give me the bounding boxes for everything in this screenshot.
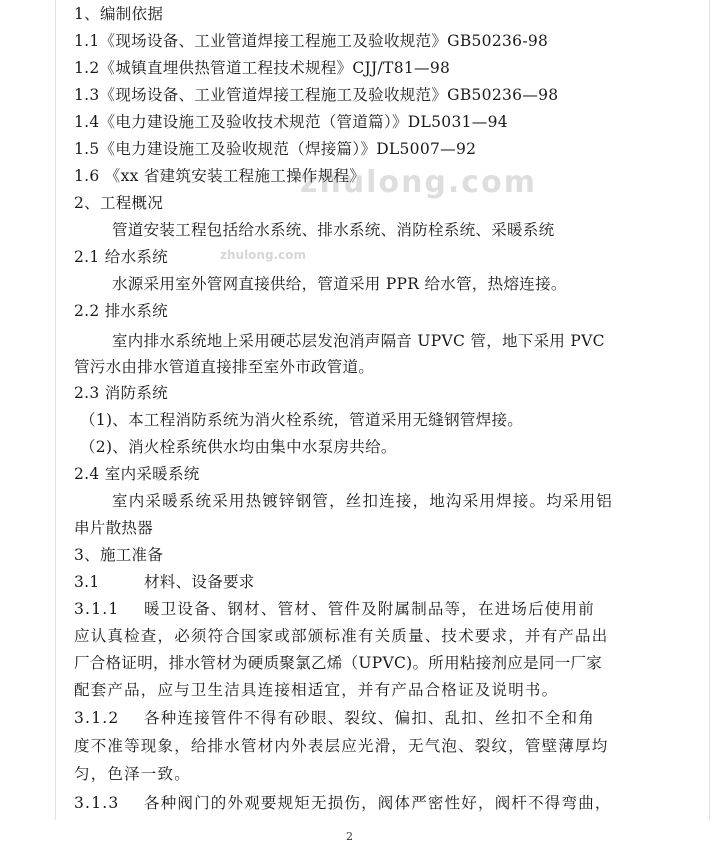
heading-3: 3、施工准备: [74, 546, 164, 564]
heading-3-1: [74, 572, 674, 592]
section-number-3-1-1: 3.1.1: [74, 600, 120, 618]
paragraph-3-1-1-text-1: 暖卫设备、钢材、管材、管件及附属制品等，在进场后使用前: [144, 600, 595, 618]
paragraph-3-1-1-line-4: 配套产品，应与卫生洁具连接相适宜，并有产品合格证及说明书。: [74, 681, 559, 699]
paragraph-3-1-1-line-1: [74, 599, 674, 619]
heading-2: 2、工程概况: [74, 194, 164, 212]
fire-item-1: （1)、本工程消防系统为消火栓系统，管道采用无缝钢管焊接。: [80, 411, 524, 429]
reference-1-6: 1.6 《xx 省建筑安装工程施工操作规程》: [74, 167, 366, 185]
drainage-paragraph-line-1: 室内排水系统地上采用硬芯层发泡消声隔音 UPVC 管，地下采用 PVC: [112, 332, 605, 350]
water-supply-paragraph: 水源采用室外管网直接供给，管道采用 PPR 给水管，热熔连接。: [112, 275, 567, 293]
reference-1-1: 1.1《现场设备、工业管道焊接工程施工及验收规范》GB50236-98: [74, 32, 549, 50]
paragraph-3-1-2-line-1: [74, 708, 674, 728]
heading-2-1: 2.1 给水系统: [74, 248, 168, 266]
section-number-3-1: 3.1: [74, 573, 100, 591]
paragraph-3-1-1-line-2: 应认真检查，必须符合国家或部颁标准有关质量、技术要求，并有产品出: [74, 627, 609, 645]
right-margin-guide: [709, 0, 710, 820]
heating-paragraph-line-2: 串片散热器: [74, 519, 154, 537]
paragraph-3-1-3-text-1: 各种阀门的外观要规矩无损伤，阀体严密性好，阀杆不得弯曲，: [144, 794, 612, 812]
heading-2-3: 2.3 消防系统: [74, 384, 168, 402]
page-number: 2: [346, 830, 353, 843]
reference-1-4: 1.4《电力建设施工及验收技术规范（管道篇）》DL5031—94: [74, 113, 508, 131]
heading-2-4: 2.4 室内采暖系统: [74, 465, 200, 483]
overview-paragraph: 管道安装工程包括给水系统、排水系统、消防栓系统、采暖系统: [112, 221, 555, 239]
section-title-3-1: 材料、设备要求: [144, 573, 255, 591]
reference-1-2: 1.2《城镇直埋供热管道工程技术规程》CJJ/T81—98: [74, 59, 451, 77]
heading-1: 1、编制依据: [74, 5, 164, 23]
watermark-large: zhulong.com: [300, 165, 537, 200]
paragraph-3-1-3-line-1: [74, 793, 674, 813]
drainage-paragraph-line-2: 管污水由排水管道直接排至室外市政管道。: [74, 358, 375, 376]
paragraph-3-1-2-line-3: 匀，色泽一致。: [74, 765, 191, 783]
heating-paragraph-line-1: 室内采暖系统采用热镀锌钢管，丝扣连接，地沟采用焊接。均采用铝: [112, 492, 614, 510]
paragraph-3-1-2-line-2: 度不准等现象，给排水管材内外表层应光滑，无气泡、裂纹，管壁薄厚均: [74, 737, 609, 755]
section-number-3-1-3: 3.1.3: [74, 794, 120, 812]
reference-1-5: 1.5《电力建设施工及验收规范（焊接篇）》DL5007—92: [74, 140, 477, 158]
reference-1-3: 1.3《现场设备、工业管道焊接工程施工及验收规范》GB50236—98: [74, 86, 559, 104]
paragraph-3-1-2-text-1: 各种连接管件不得有砂眼、裂纹、偏扣、乱扣、丝扣不全和角: [144, 709, 595, 727]
paragraph-3-1-1-line-3: 厂合格证明，排水管材为硬质聚氯乙烯（UPVC)。所用粘接剂应是同一厂家: [74, 654, 603, 672]
fire-item-2: （2)、消火栓系统供水均由集中水泵房共给。: [80, 438, 397, 456]
watermark-small: zhulong.com: [220, 248, 306, 262]
heading-2-2: 2.2 排水系统: [74, 302, 168, 320]
section-number-3-1-2: 3.1.2: [74, 709, 120, 727]
left-margin-guide: [55, 0, 56, 820]
